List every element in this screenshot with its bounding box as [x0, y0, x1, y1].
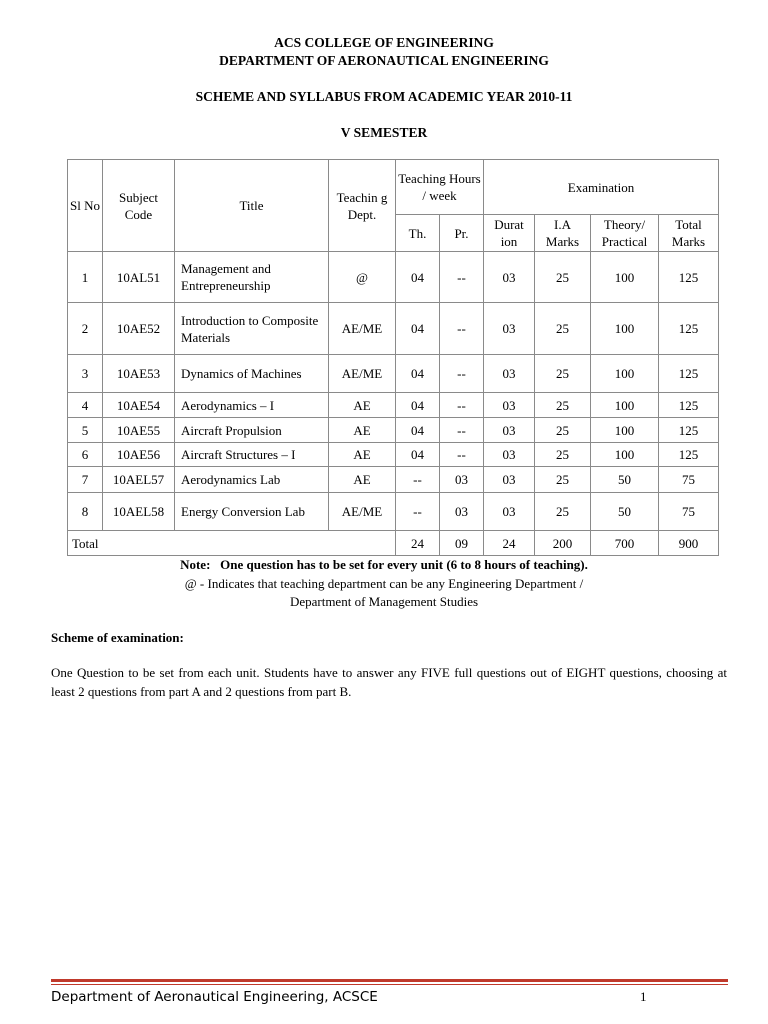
cell-code: 10AEL57: [103, 467, 175, 493]
cell-code: 10AE54: [103, 393, 175, 418]
cell-total: 125: [659, 418, 719, 443]
header-examination: Examination: [484, 160, 719, 215]
header-theory-practical: Theory/ Practical: [591, 215, 659, 252]
cell-sl: 3: [68, 355, 103, 393]
cell-theory: 50: [591, 493, 659, 531]
table-row: [68, 355, 719, 393]
cell-total: 75: [659, 493, 719, 531]
cell-sl: 7: [68, 467, 103, 493]
total-ia: 200: [535, 531, 591, 556]
footer-text: Department of Aeronautical Engineering, ACSCE: [51, 989, 378, 1005]
cell-th: 04: [396, 355, 440, 393]
cell-theory: 100: [591, 355, 659, 393]
cell-code: 10AE56: [103, 443, 175, 467]
cell-title: Energy Conversion Lab: [175, 493, 329, 531]
cell-ia: 25: [535, 493, 591, 531]
scheme-title: SCHEME AND SYLLABUS FROM ACADEMIC YEAR 2010-11: [195, 89, 573, 104]
cell-theory: 100: [591, 303, 659, 355]
scheme-heading: Scheme of examination:: [51, 630, 184, 645]
cell-th: 04: [396, 252, 440, 303]
header-teaching-dept: Teachin g Dept.: [329, 160, 396, 252]
cell-sl: 8: [68, 493, 103, 531]
cell-ia: 25: [535, 467, 591, 493]
cell-dept: AE/ME: [329, 355, 396, 393]
department-name: DEPARTMENT OF AERONAUTICAL ENGINEERING: [219, 53, 549, 68]
cell-theory: 100: [591, 252, 659, 303]
header-pr: Pr.: [440, 215, 484, 252]
cell-total: 125: [659, 393, 719, 418]
cell-duration: 03: [484, 393, 535, 418]
page-number: 1: [640, 989, 647, 1004]
header-ia-marks: I.A Marks: [535, 215, 591, 252]
cell-duration: 03: [484, 355, 535, 393]
note-management-studies: Department of Management Studies: [289, 594, 479, 609]
college-name: ACS COLLEGE OF ENGINEERING: [274, 35, 494, 50]
cell-title: Management and Entrepreneurship: [175, 252, 329, 303]
cell-th: 04: [396, 443, 440, 467]
cell-ia: 25: [535, 393, 591, 418]
cell-title: Aerodynamics Lab: [175, 467, 329, 493]
header-sl-no: Sl No: [68, 160, 103, 252]
cell-code: 10AE55: [103, 418, 175, 443]
scheme-paragraph: One Question to be set from each unit. Students have to answer any FIVE full questions out of EIGHT questions, choosing at least 2 questions from part A and 2 questions from part B.: [51, 665, 727, 699]
header-duration: Durat ion: [484, 215, 535, 252]
cell-pr: --: [440, 443, 484, 467]
table-row: [68, 393, 719, 418]
header-title: Title: [175, 160, 329, 252]
cell-sl: 5: [68, 418, 103, 443]
header-th: Th.: [396, 215, 440, 252]
cell-ia: 25: [535, 303, 591, 355]
cell-sl: 1: [68, 252, 103, 303]
cell-dept: AE: [329, 467, 396, 493]
scheme-table: [67, 159, 719, 556]
total-label: Total: [68, 531, 396, 556]
header-total-marks: Total Marks: [659, 215, 719, 252]
cell-duration: 03: [484, 493, 535, 531]
footer-rule: [51, 979, 728, 982]
total-marks: 900: [659, 531, 719, 556]
cell-dept: AE/ME: [329, 493, 396, 531]
header-subject-code: Subject Code: [103, 160, 175, 252]
cell-theory: 100: [591, 443, 659, 467]
footer-rule-thin: [51, 984, 728, 985]
cell-sl: 6: [68, 443, 103, 467]
cell-duration: 03: [484, 252, 535, 303]
cell-duration: 03: [484, 467, 535, 493]
table-row: [68, 252, 719, 303]
cell-pr: --: [440, 303, 484, 355]
note-teaching-dept: @ - Indicates that teaching department can be any Engineering Department /: [184, 576, 584, 591]
cell-theory: 100: [591, 393, 659, 418]
cell-dept: AE: [329, 418, 396, 443]
table-row: [68, 303, 719, 355]
table-row: [68, 493, 719, 531]
cell-code: 10AE52: [103, 303, 175, 355]
total-theory: 700: [591, 531, 659, 556]
cell-total: 125: [659, 443, 719, 467]
cell-ia: 25: [535, 355, 591, 393]
table-row: [68, 418, 719, 443]
cell-theory: 100: [591, 418, 659, 443]
cell-dept: AE/ME: [329, 303, 396, 355]
table-row: [68, 467, 719, 493]
cell-pr: 03: [440, 467, 484, 493]
cell-pr: --: [440, 418, 484, 443]
cell-ia: 25: [535, 443, 591, 467]
cell-dept: AE: [329, 443, 396, 467]
cell-duration: 03: [484, 443, 535, 467]
cell-title: Aircraft Structures – I: [175, 443, 329, 467]
cell-th: 04: [396, 418, 440, 443]
total-duration: 24: [484, 531, 535, 556]
cell-code: 10AE53: [103, 355, 175, 393]
cell-pr: 03: [440, 493, 484, 531]
cell-theory: 50: [591, 467, 659, 493]
cell-th: 04: [396, 393, 440, 418]
cell-duration: 03: [484, 418, 535, 443]
cell-pr: --: [440, 393, 484, 418]
cell-dept: AE: [329, 393, 396, 418]
cell-total: 75: [659, 467, 719, 493]
cell-pr: --: [440, 252, 484, 303]
cell-code: 10AL51: [103, 252, 175, 303]
cell-dept: @: [329, 252, 396, 303]
header-teaching-hours: Teaching Hours / week: [396, 160, 484, 215]
cell-total: 125: [659, 252, 719, 303]
cell-th: --: [396, 467, 440, 493]
cell-sl: 2: [68, 303, 103, 355]
cell-th: --: [396, 493, 440, 531]
total-th: 24: [396, 531, 440, 556]
note-question: Note: One question has to be set for every unit (6 to 8 hours of teaching).: [180, 557, 588, 572]
cell-th: 04: [396, 303, 440, 355]
cell-ia: 25: [535, 252, 591, 303]
total-pr: 09: [440, 531, 484, 556]
cell-title: Aircraft Propulsion: [175, 418, 329, 443]
cell-total: 125: [659, 303, 719, 355]
cell-duration: 03: [484, 303, 535, 355]
cell-title: Dynamics of Machines: [175, 355, 329, 393]
cell-total: 125: [659, 355, 719, 393]
table-total-row: [68, 531, 719, 556]
cell-ia: 25: [535, 418, 591, 443]
semester-title: V SEMESTER: [340, 125, 428, 140]
cell-sl: 4: [68, 393, 103, 418]
cell-code: 10AEL58: [103, 493, 175, 531]
table-row: [68, 443, 719, 467]
cell-title: Aerodynamics – I: [175, 393, 329, 418]
cell-title: Introduction to Composite Materials: [175, 303, 329, 355]
cell-pr: --: [440, 355, 484, 393]
